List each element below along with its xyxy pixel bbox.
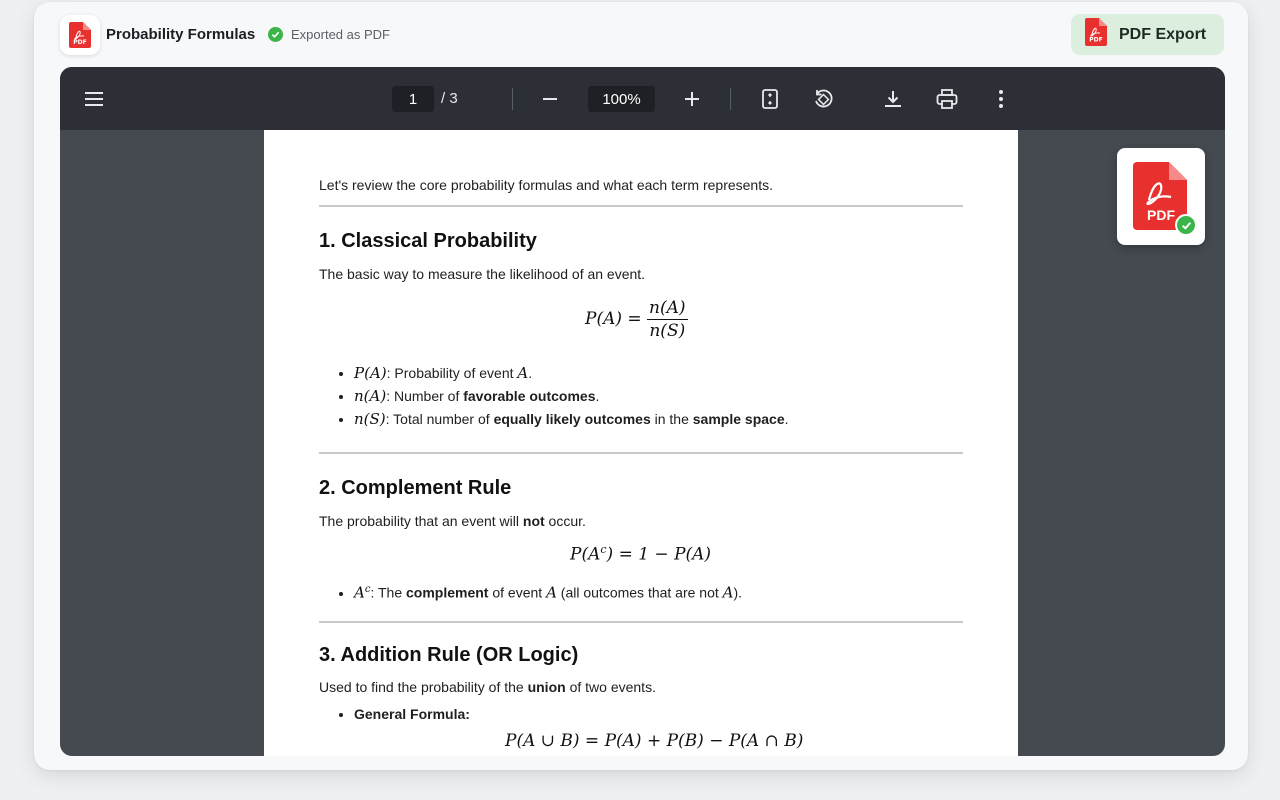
formula-lhs: P(A) = <box>585 309 642 329</box>
export-status-text: Exported as PDF <box>291 27 390 42</box>
pdf-badge-label: PDF <box>1147 207 1175 223</box>
section-description: The probability that an event will not occur. <box>319 513 586 529</box>
fit-page-icon[interactable] <box>758 87 782 111</box>
app-title: Probability Formulas <box>106 26 256 43</box>
term-list <box>336 364 789 433</box>
print-icon[interactable] <box>935 87 959 111</box>
divider <box>319 621 963 623</box>
current-page-input[interactable]: 1 <box>392 86 434 112</box>
pdf-export-label: PDF Export <box>1119 25 1207 43</box>
section-description: The basic way to measure the likelihood of an event. <box>319 266 646 282</box>
menu-icon[interactable] <box>82 87 106 111</box>
check-circle-icon <box>1175 214 1197 236</box>
pdf-export-button[interactable] <box>1071 14 1224 55</box>
list-item: • P(A): Probability of event A. <box>354 364 789 382</box>
term-list <box>336 705 470 728</box>
check-circle-icon <box>268 27 283 42</box>
zoom-in-icon[interactable] <box>680 87 704 111</box>
pdf-file-icon <box>60 15 100 55</box>
section-heading: 2. Complement Rule <box>319 477 512 499</box>
section-heading: 1. Classical Probability <box>319 230 537 252</box>
svg-text:PDF: PDF <box>1089 36 1103 44</box>
formula-denominator: n(S) <box>649 321 686 341</box>
classical-probability-formula <box>585 298 688 341</box>
zoom-out-icon[interactable] <box>538 87 562 111</box>
pdf-export-icon <box>1085 18 1107 51</box>
intro-text: Let's review the core probability formulas and what each term represents. <box>319 177 774 193</box>
pdf-page <box>264 130 1018 756</box>
pdf-exported-badge[interactable] <box>1117 148 1205 245</box>
list-item: • n(A): Number of favorable outcomes. <box>354 387 789 405</box>
export-status <box>268 27 390 42</box>
list-item: • General Formula: <box>354 705 470 723</box>
list-item: • n(S): Total number of equally likely outcomes in the sample space. <box>354 410 789 428</box>
complement-rule-formula: $P(A^c) = 1 - P(A)$ <box>570 543 712 565</box>
zoom-level-input[interactable]: 100% <box>588 86 655 112</box>
divider <box>319 452 963 454</box>
section-heading: 3. Addition Rule (OR Logic) <box>319 644 579 666</box>
svg-text:PDF: PDF <box>73 39 87 46</box>
page-total: / 3 <box>441 90 458 107</box>
toolbar-divider <box>730 88 731 110</box>
rotate-icon[interactable] <box>811 87 835 111</box>
pdf-viewer[interactable] <box>60 67 1225 756</box>
formula-numerator: n(A) <box>649 298 686 318</box>
list-item: • $A^c$: The complement of event A (all outcomes that are not A). <box>354 581 742 602</box>
addition-rule-formula: P(A ∪ B) = P(A) + P(B) − P(A ∩ B) <box>505 731 804 751</box>
toolbar-divider <box>512 88 513 110</box>
more-options-icon[interactable] <box>989 87 1013 111</box>
formula-fraction <box>647 298 688 341</box>
viewer-toolbar <box>60 67 1225 130</box>
section-description: Used to find the probability of the union of two events. <box>319 679 656 695</box>
download-icon[interactable] <box>881 87 905 111</box>
divider <box>319 205 963 207</box>
term-list <box>336 581 742 607</box>
